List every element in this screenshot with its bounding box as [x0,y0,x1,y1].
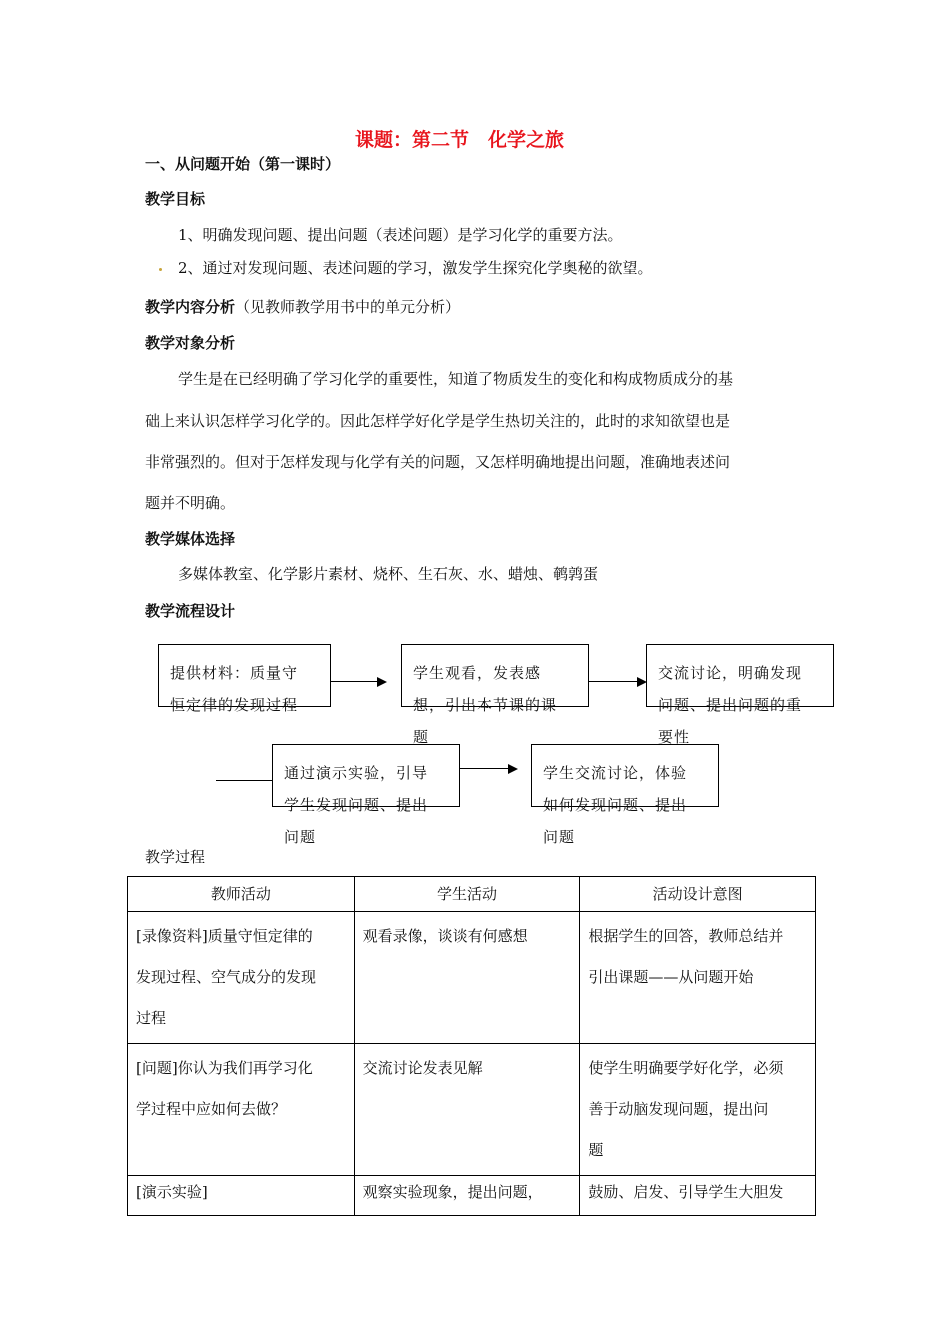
table-cell: 交流讨论发表见解 [354,1044,580,1176]
object-analysis-line-3: 非常强烈的。但对于怎样发现与化学有关的问题，又怎样明确地提出问题，准确地表述问 [145,453,731,471]
content-analysis-note: （见教师教学用书中的单元分析） [235,298,461,316]
table-cell: 观看录像，谈谈有何感想 [354,912,580,1044]
table-cell: 使学生明确要学好化学，必须 善于动脑发现问题，提出问 题 [580,1044,816,1176]
media-heading: 教学媒体选择 [145,530,236,548]
flow-box-3-text: 交流讨论，明确发现 问题、提出问题的重 要性 [658,664,803,746]
table-header-row [128,877,816,912]
table-cell: 鼓励、启发、引导学生大胆发 [580,1176,816,1216]
content-analysis-heading: 教学内容分析 [145,298,236,316]
flow-arrow [216,780,272,781]
object-analysis-line-2: 础上来认识怎样学习化学的。因此怎样学好化学是学生热切关注的，此时的求知欲望也是 [145,412,731,430]
flow-arrow [460,768,508,769]
flow-arrow [589,681,637,682]
table-header-cell: 活动设计意图 [580,877,816,912]
goal-item-2: 2、通过对发现问题、表述问题的学习，激发学生探究化学奥秘的欲望。 [178,259,653,277]
table-cell: 根据学生的回答，教师总结并 引出课题——从问题开始 [580,912,816,1044]
goals-heading: 教学目标 [145,190,206,208]
arrow-head-icon [508,764,518,774]
table-cell: 观察实验现象，提出问题， [354,1176,580,1216]
table-header-cell: 学生活动 [354,877,580,912]
table-row [128,1176,816,1216]
table-row [128,912,816,1044]
goal-item-1: 1、明确发现问题、提出问题（表述问题）是学习化学的重要方法。 [178,226,623,244]
table-header-cell: 教师活动 [128,877,355,912]
page-title: 课题：第二节 化学之旅 [355,129,565,151]
object-analysis-line-1: 学生是在已经明确了学习化学的重要性，知道了物质发生的变化和构成物质成分的基 [178,370,734,388]
flow-box-1-text: 提供材料：质量守 恒定律的发现过程 [170,664,299,714]
flow-heading: 教学流程设计 [145,602,236,620]
process-table [127,876,816,1216]
process-heading: 教学过程 [145,848,206,866]
flow-box-4-text: 通过演示实验，引导 学生发现问题、提出 问题 [284,764,429,846]
flow-box-5-text: 学生交流讨论，体验 如何发现问题、提出 问题 [543,764,688,846]
table-cell: [录像资料]质量守恒定律的 发现过程、空气成分的发现 过程 [128,912,355,1044]
object-analysis-line-4: 题并不明确。 [145,494,236,512]
bullet-dot [159,268,162,271]
flow-box-2-text: 学生观看，发表感 想，引出本节课的课 题 [413,664,558,746]
media-text: 多媒体教室、化学影片素材、烧杯、生石灰、水、蜡烛、鹌鹑蛋 [178,565,599,583]
content-analysis-line [145,296,460,317]
section-heading: 一、从问题开始（第一课时） [145,155,341,173]
object-analysis-heading: 教学对象分析 [145,334,236,352]
table-row [128,1044,816,1176]
arrow-head-icon [377,677,387,687]
flow-arrow [331,681,377,682]
table-cell: [问题]你认为我们再学习化 学过程中应如何去做？ [128,1044,355,1176]
table-cell: [演示实验] [128,1176,355,1216]
